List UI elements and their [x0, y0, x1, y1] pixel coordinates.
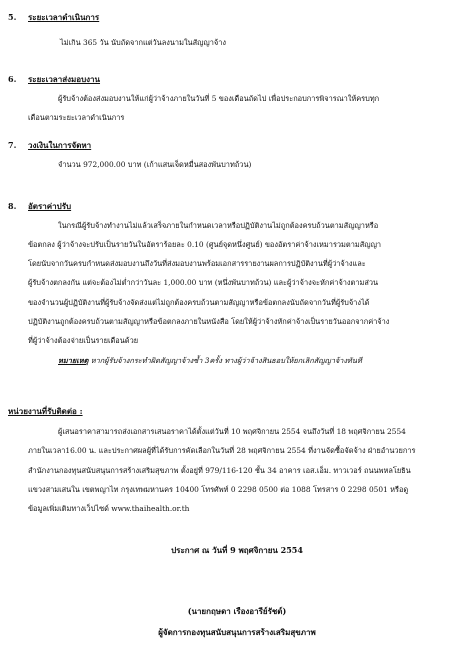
contact-line: สำนักงานกองทุนสนับสนุนการสร้างเสริมสุขภาพ ตั้งอยู่ที่ 979/116-120 ชั้น 34 อาคาร เอส.เอ็ม. ทาวเวอร์ ถนนพหลโยธิน	[28, 466, 411, 475]
section-8-line: ที่ผู้ว่าจ้างต้องจ่ายเป็นรายเดือนด้วย	[28, 336, 139, 345]
contact-line: ข้อมูลเพิ่มเติมทางเว็ปไซด์ www.thaihealth.or.th	[28, 504, 190, 513]
section-7-heading	[8, 139, 91, 152]
contact-heading	[8, 405, 83, 418]
section-8-line: ผู้รับจ้างตกลงกัน แต่จะต้องไม่ต่ำกว่าวันละ 1,000.00 บาท (หนึ่งพันบาทถ้วน) และผู้ว่าจ้างจะหักค่าจ้างตามส่วน	[28, 278, 379, 287]
section-5-heading	[8, 11, 99, 24]
section-5-line: ไม่เกิน 365 วัน นับถัดจากแต่วันลงนามในสัญญาจ้าง	[60, 38, 226, 47]
announcement-date: ประกาศ ณ วันที่ 9 พฤศจิกายน 2554	[171, 545, 303, 555]
section-title: ระยะเวลาดำเนินการ	[28, 12, 100, 22]
contact-line: ภายในเวลา16.00 น. และประกาศผลผู้ที่ได้รับการคัดเลือกในวันที่ 28 พฤศจิกายน 2554 ที่งานจัดซื้อจัดจ้าง ฝ่ายอำนวยการ	[28, 446, 416, 455]
contact-line: ผู้เสนอราคาสามารถส่งเอกสารเสนอราคาได้ตั้งแต่วันที่ 10 พฤศจิกายน 2554 จนถึงวันที่ 18 พฤศจิกายน 2554	[58, 427, 406, 436]
section-8-line: โดยนับจากวันครบกำหนดส่งมอบงานถึงวันที่ส่งมอบงานพร้อมเอกสารรายงานผลการปฏิบัติงานที่ผู้ว่าจ้างและ	[28, 259, 366, 268]
section-8-note	[58, 356, 362, 366]
section-8-line: ปฏิบัติงานถูกต้องครบถ้วนตามสัญญาหรือข้อตกลงภายในหนังสือ โดยให้ผู้ว่าจ้างหักค่าจ้างเป็นรายวันออกจากค่าจ้าง	[28, 317, 390, 326]
signatory-position: ผู้จัดการกองทุนสนับสนุนการสร้างเสริมสุขภาพ	[158, 627, 316, 637]
section-number: 7.	[8, 140, 17, 150]
section-6-line: เดือนตามระยะเวลาดำเนินการ	[28, 113, 125, 122]
section-6-line: ผู้รับจ้างต้องส่งมอบงานให้แก่ผู้ว่าจ้างภายในวันที่ 5 ของเดือนถัดไป เพื่อประกอบการพิจารณาให้ครบทุก	[58, 94, 380, 103]
section-title: ระยะเวลาส่งมอบงาน	[28, 74, 101, 84]
section-8-line: ข้อตกลง ผู้ว่าจ้างจะปรับเป็นรายวันในอัตราร้อยละ 0.10 (ศูนย์จุดหนึ่งศูนย์) ของอัตราค่าจ้างเหมารวมตามสัญญา	[28, 240, 382, 249]
section-number: 6.	[8, 74, 17, 84]
section-6-heading	[8, 73, 100, 86]
note-text: หากผู้รับจ้างกระทำผิดสัญญาจ้างซ้ำ 3ครั้ง ทางผู้ว่าจ้างสินธอบให้ยกเลิกสัญญาจ้างทันที	[88, 356, 362, 365]
section-number: 8.	[8, 201, 17, 211]
section-title: อัตราค่าปรับ	[28, 201, 72, 211]
section-number: 5.	[8, 12, 17, 22]
contact-line: แขวงสามเสนใน เขตพญาไท กรุงเทพมหานคร 10400 โทรศัพท์ 0 2298 0500 ต่อ 1088 โทรสาร 0 2298 0501 หรือดู	[28, 485, 409, 494]
section-7-line: จำนวน 972,000.00 บาท (เก้าแสนเจ็ดหมื่นสองพันบาทถ้วน)	[58, 160, 252, 169]
contact-title: หน่วยงานที่รับติดต่อ :	[8, 406, 83, 416]
section-8-heading	[8, 200, 71, 213]
section-8-line: ของจำนวนผู้ปฏิบัติงานที่ผู้รับจ้างจัดส่งแต่ไม่ถูกต้องครบถ้วนตามสัญญาหรือข้อตกลงนับถัดจากวันที่ผู้รับจ้างได้	[28, 298, 370, 307]
signatory-name: (นายกฤษดา เรืองอารีย์รัชต์)	[187, 606, 287, 616]
note-label: หมายเหตุ	[58, 356, 89, 365]
section-8-line: ในกรณีผู้รับจ้างทำงานไม่แล้วเสร็จภายในกำหนดเวลาหรือปฏิบัติงานไม่ถูกต้องครบถ้วนตามสัญญาหรือ	[58, 221, 379, 230]
section-title: วงเงินในการจัดหา	[28, 140, 92, 150]
